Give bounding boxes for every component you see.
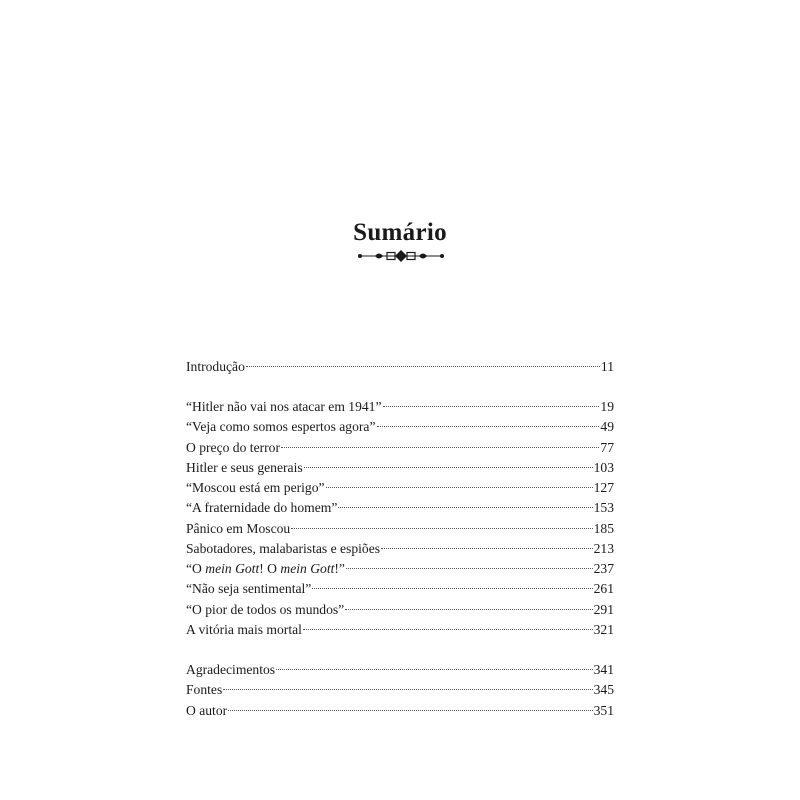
toc-entry-title: O preço do terror <box>186 439 280 455</box>
toc-section-back-matter <box>186 660 614 721</box>
dot-leader <box>223 689 592 690</box>
toc-entry <box>186 458 614 478</box>
toc-entry <box>186 478 614 498</box>
toc-entry-title: “A fraternidade do homem” <box>186 500 338 516</box>
toc-entry-page: 213 <box>593 540 614 556</box>
toc-entry-page: 77 <box>600 439 614 455</box>
toc-entry-page: 351 <box>593 702 614 718</box>
toc-entry-page: 127 <box>593 480 614 495</box>
toc-entry-page: 237 <box>593 561 614 576</box>
toc-entry-page: 345 <box>593 682 614 698</box>
toc-entry-title: Hitler e seus generais <box>186 459 303 475</box>
toc-entry <box>186 498 614 518</box>
dot-leader <box>345 609 592 610</box>
toc-entry-title: “Moscou está em perigo” <box>186 480 325 495</box>
toc-entry-page: 261 <box>593 581 614 597</box>
dot-leader <box>326 487 593 488</box>
dot-leader <box>246 366 600 367</box>
ornament-divider-icon <box>357 249 445 263</box>
toc-section-intro <box>186 357 614 377</box>
dot-leader <box>338 507 592 508</box>
toc-entry <box>186 417 614 437</box>
dot-leader <box>228 710 592 711</box>
toc-entry-title: “O mein Gott! O mein Gott!” <box>186 561 345 576</box>
toc-entry <box>186 397 614 417</box>
toc-entry-title: “Veja como somos espertos agora” <box>186 419 376 435</box>
toc-entry-title: Pânico em Moscou <box>186 520 291 536</box>
toc-entry-title: Agradecimentos <box>186 662 276 677</box>
toc-entry <box>186 438 614 458</box>
toc-entry <box>186 539 614 559</box>
dot-leader <box>312 588 592 589</box>
toc-entry-title: A vitória mais mortal <box>186 621 302 637</box>
dot-leader <box>383 406 600 407</box>
dot-leader <box>276 669 593 670</box>
toc-entry <box>186 519 614 539</box>
dot-leader <box>377 426 600 427</box>
toc-entry <box>186 660 614 680</box>
dot-leader <box>303 629 593 630</box>
toc-entry-page: 11 <box>600 359 614 374</box>
toc-entry <box>186 559 614 579</box>
toc-entry <box>186 680 614 700</box>
toc-entry-title: “Não seja sentimental” <box>186 581 312 597</box>
toc-entry-page: 103 <box>593 459 614 475</box>
toc-entry <box>186 620 614 640</box>
dot-leader <box>281 447 599 448</box>
dot-leader <box>381 548 593 549</box>
toc-entry-title: “Hitler não vai nos atacar em 1941” <box>186 399 382 414</box>
page-title: Sumário <box>353 219 447 246</box>
toc-entry <box>186 579 614 599</box>
dot-leader <box>346 568 593 569</box>
toc-entry-page: 321 <box>593 621 614 637</box>
toc-entry-title: O autor <box>186 702 228 718</box>
toc-entry <box>186 600 614 620</box>
toc-entry-page: 49 <box>600 419 614 435</box>
toc-entry <box>186 357 614 377</box>
toc-entry-page: 185 <box>593 520 614 536</box>
toc-entry-title: Fontes <box>186 682 223 698</box>
toc-section-chapters <box>186 397 614 640</box>
toc-entry-page: 153 <box>593 500 614 516</box>
toc-entry-page: 19 <box>600 399 614 414</box>
dot-leader <box>291 528 592 529</box>
toc-entry-page: 291 <box>593 601 614 617</box>
toc-entry-title: Introdução <box>186 359 245 374</box>
toc-entry-title: Sabotadores, malabaristas e espiões <box>186 540 381 556</box>
toc-entry-title: “O pior de todos os mundos” <box>186 601 345 617</box>
toc-entry-page: 341 <box>593 662 614 677</box>
toc-entry <box>186 701 614 721</box>
dot-leader <box>304 467 593 468</box>
